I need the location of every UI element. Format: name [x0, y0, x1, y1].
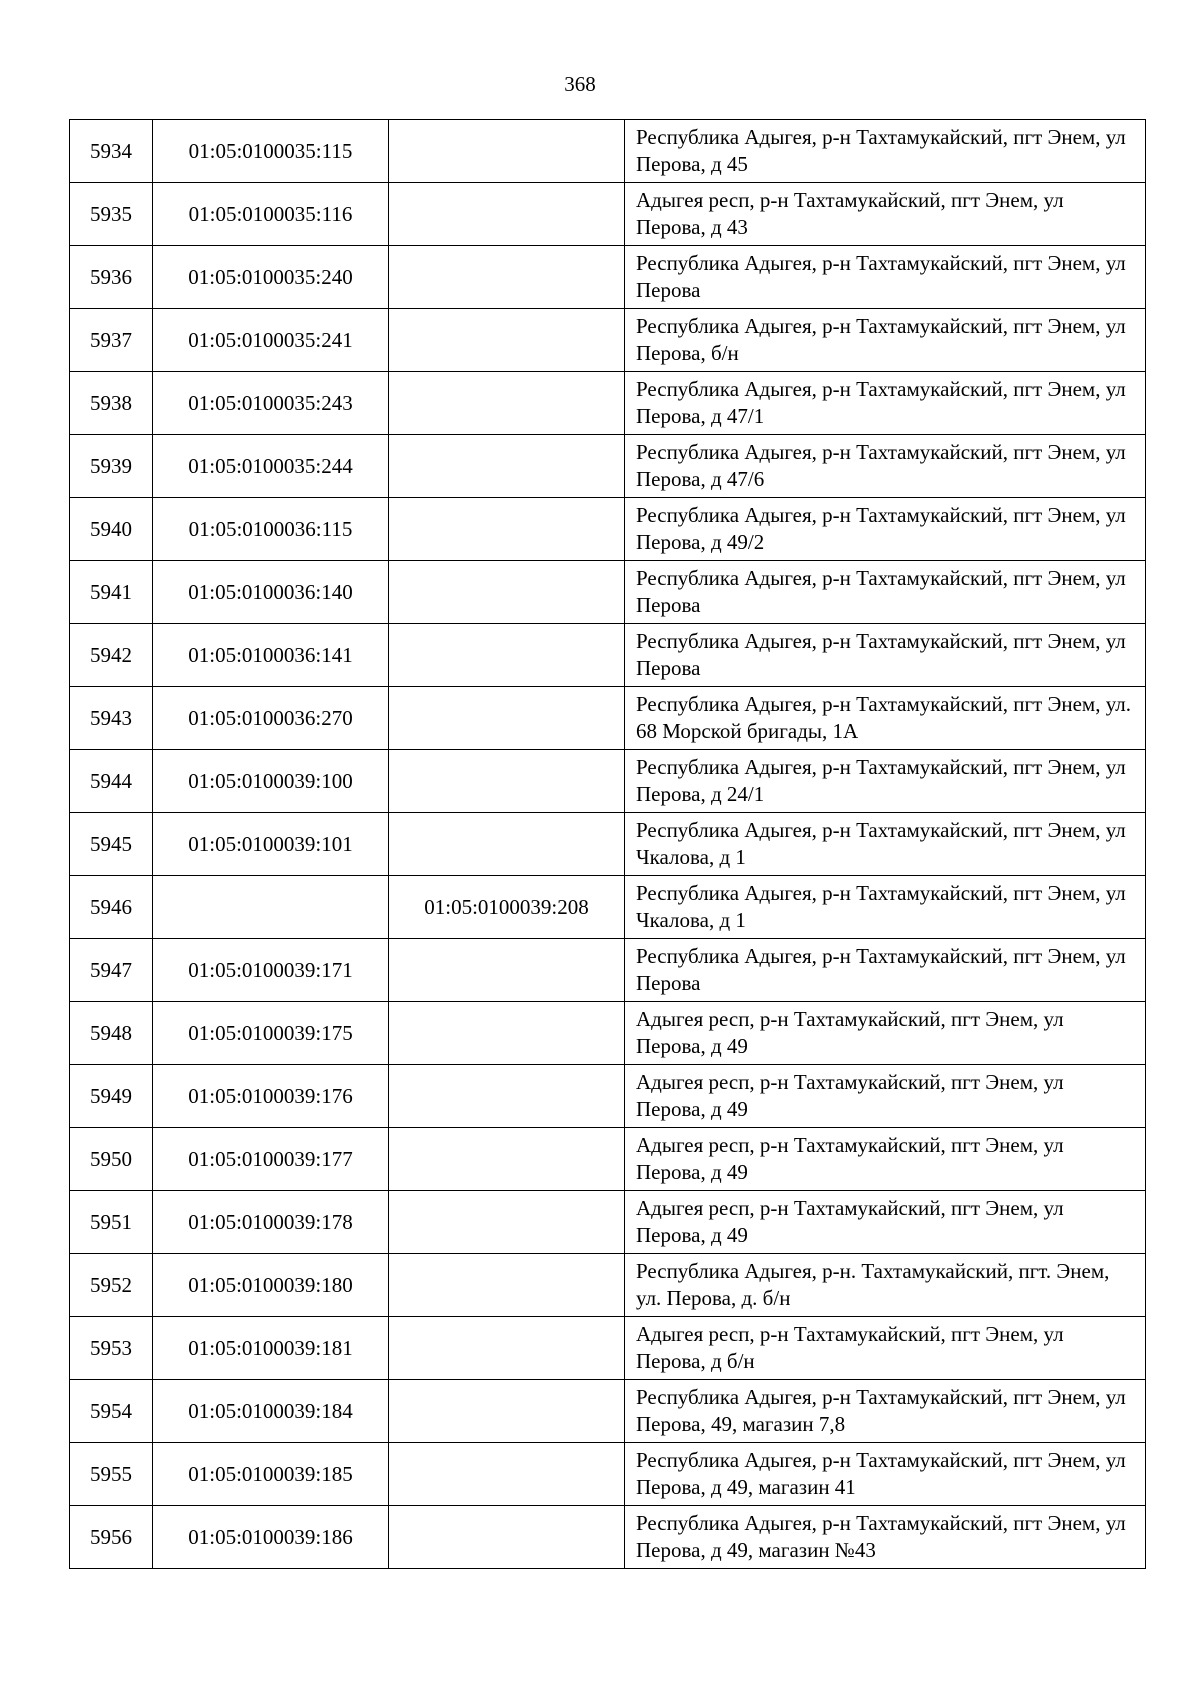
cadastral-number-cell: 01:05:0100039:171	[153, 939, 389, 1002]
table-row	[70, 1128, 1146, 1191]
address-cell: Республика Адыгея, р-н Тахтамукайский, пгт Энем, ул Перова, д 49, магазин 41	[625, 1443, 1146, 1506]
table-row	[70, 1065, 1146, 1128]
secondary-cadastral-number-cell	[389, 1443, 625, 1506]
property-table-body	[70, 120, 1146, 1569]
address-cell: Республика Адыгея, р-н Тахтамукайский, пгт Энем, ул Перова	[625, 939, 1146, 1002]
address-cell: Адыгея респ, р-н Тахтамукайский, пгт Энем, ул Перова, д 49	[625, 1065, 1146, 1128]
secondary-cadastral-number-cell	[389, 687, 625, 750]
table-row	[70, 813, 1146, 876]
address-cell: Республика Адыгея, р-н Тахтамукайский, пгт Энем, ул Перова	[625, 561, 1146, 624]
row-number-cell: 5949	[70, 1065, 153, 1128]
cadastral-number-cell: 01:05:0100035:116	[153, 183, 389, 246]
cadastral-number-cell: 01:05:0100035:240	[153, 246, 389, 309]
table-row	[70, 750, 1146, 813]
cadastral-number-cell: 01:05:0100039:186	[153, 1506, 389, 1569]
address-cell: Республика Адыгея, р-н Тахтамукайский, пгт Энем, ул Перова	[625, 246, 1146, 309]
cadastral-number-cell: 01:05:0100039:101	[153, 813, 389, 876]
secondary-cadastral-number-cell	[389, 1254, 625, 1317]
table-row	[70, 1317, 1146, 1380]
cadastral-number-cell: 01:05:0100036:141	[153, 624, 389, 687]
row-number-cell: 5956	[70, 1506, 153, 1569]
address-cell: Республика Адыгея, р-н Тахтамукайский, пгт Энем, ул. 68 Морской бригады, 1А	[625, 687, 1146, 750]
secondary-cadastral-number-cell	[389, 498, 625, 561]
row-number-cell: 5941	[70, 561, 153, 624]
secondary-cadastral-number-cell	[389, 939, 625, 1002]
row-number-cell: 5939	[70, 435, 153, 498]
address-cell: Республика Адыгея, р-н Тахтамукайский, пгт Энем, ул Перова, д 24/1	[625, 750, 1146, 813]
secondary-cadastral-number-cell	[389, 1191, 625, 1254]
table-row	[70, 876, 1146, 939]
row-number-cell: 5938	[70, 372, 153, 435]
secondary-cadastral-number-cell	[389, 120, 625, 183]
address-cell: Адыгея респ, р-н Тахтамукайский, пгт Энем, ул Перова, д б/н	[625, 1317, 1146, 1380]
address-cell: Республика Адыгея, р-н Тахтамукайский, пгт Энем, ул Перова, б/н	[625, 309, 1146, 372]
secondary-cadastral-number-cell	[389, 813, 625, 876]
address-cell: Адыгея респ, р-н Тахтамукайский, пгт Энем, ул Перова, д 49	[625, 1191, 1146, 1254]
secondary-cadastral-number-cell	[389, 1002, 625, 1065]
row-number-cell: 5934	[70, 120, 153, 183]
table-row	[70, 624, 1146, 687]
row-number-cell: 5937	[70, 309, 153, 372]
cadastral-number-cell: 01:05:0100035:244	[153, 435, 389, 498]
cadastral-number-cell	[153, 876, 389, 939]
row-number-cell: 5950	[70, 1128, 153, 1191]
table-row	[70, 372, 1146, 435]
cadastral-number-cell: 01:05:0100039:180	[153, 1254, 389, 1317]
cadastral-number-cell: 01:05:0100039:178	[153, 1191, 389, 1254]
table-row	[70, 1443, 1146, 1506]
table-row	[70, 939, 1146, 1002]
secondary-cadastral-number-cell	[389, 183, 625, 246]
table-row	[70, 1506, 1146, 1569]
secondary-cadastral-number-cell	[389, 372, 625, 435]
secondary-cadastral-number-cell	[389, 1380, 625, 1443]
table-row	[70, 435, 1146, 498]
row-number-cell: 5942	[70, 624, 153, 687]
table-row	[70, 120, 1146, 183]
cadastral-number-cell: 01:05:0100035:241	[153, 309, 389, 372]
cadastral-number-cell: 01:05:0100039:175	[153, 1002, 389, 1065]
cadastral-number-cell: 01:05:0100036:115	[153, 498, 389, 561]
address-cell: Адыгея респ, р-н Тахтамукайский, пгт Энем, ул Перова, д 49	[625, 1002, 1146, 1065]
cadastral-number-cell: 01:05:0100035:115	[153, 120, 389, 183]
table-row	[70, 1002, 1146, 1065]
cadastral-number-cell: 01:05:0100039:184	[153, 1380, 389, 1443]
secondary-cadastral-number-cell: 01:05:0100039:208	[389, 876, 625, 939]
row-number-cell: 5952	[70, 1254, 153, 1317]
secondary-cadastral-number-cell	[389, 1506, 625, 1569]
cadastral-number-cell: 01:05:0100039:100	[153, 750, 389, 813]
cadastral-number-cell: 01:05:0100036:270	[153, 687, 389, 750]
table-row	[70, 246, 1146, 309]
row-number-cell: 5948	[70, 1002, 153, 1065]
page-number: 368	[564, 72, 596, 96]
secondary-cadastral-number-cell	[389, 561, 625, 624]
row-number-cell: 5936	[70, 246, 153, 309]
address-cell: Республика Адыгея, р-н Тахтамукайский, пгт Энем, ул Перова, д 47/1	[625, 372, 1146, 435]
cadastral-number-cell: 01:05:0100036:140	[153, 561, 389, 624]
row-number-cell: 5944	[70, 750, 153, 813]
address-cell: Республика Адыгея, р-н. Тахтамукайский, пгт. Энем, ул. Перова, д. б/н	[625, 1254, 1146, 1317]
row-number-cell: 5946	[70, 876, 153, 939]
cadastral-number-cell: 01:05:0100039:177	[153, 1128, 389, 1191]
row-number-cell: 5953	[70, 1317, 153, 1380]
table-row	[70, 1254, 1146, 1317]
secondary-cadastral-number-cell	[389, 624, 625, 687]
table-row	[70, 498, 1146, 561]
row-number-cell: 5955	[70, 1443, 153, 1506]
address-cell: Республика Адыгея, р-н Тахтамукайский, пгт Энем, ул Перова, д 49, магазин №43	[625, 1506, 1146, 1569]
secondary-cadastral-number-cell	[389, 1065, 625, 1128]
row-number-cell: 5940	[70, 498, 153, 561]
row-number-cell: 5945	[70, 813, 153, 876]
row-number-cell: 5951	[70, 1191, 153, 1254]
cadastral-number-cell: 01:05:0100039:185	[153, 1443, 389, 1506]
table-row	[70, 561, 1146, 624]
table-row	[70, 1191, 1146, 1254]
address-cell: Адыгея респ, р-н Тахтамукайский, пгт Энем, ул Перова, д 49	[625, 1128, 1146, 1191]
row-number-cell: 5935	[70, 183, 153, 246]
address-cell: Республика Адыгея, р-н Тахтамукайский, пгт Энем, ул Чкалова, д 1	[625, 813, 1146, 876]
address-cell: Республика Адыгея, р-н Тахтамукайский, пгт Энем, ул Перова, 49, магазин 7,8	[625, 1380, 1146, 1443]
secondary-cadastral-number-cell	[389, 1128, 625, 1191]
row-number-cell: 5943	[70, 687, 153, 750]
address-cell: Республика Адыгея, р-н Тахтамукайский, пгт Энем, ул Перова, д 49/2	[625, 498, 1146, 561]
secondary-cadastral-number-cell	[389, 435, 625, 498]
secondary-cadastral-number-cell	[389, 750, 625, 813]
cadastral-number-cell: 01:05:0100039:176	[153, 1065, 389, 1128]
table-row	[70, 309, 1146, 372]
row-number-cell: 5954	[70, 1380, 153, 1443]
table-row	[70, 687, 1146, 750]
address-cell: Республика Адыгея, р-н Тахтамукайский, пгт Энем, ул Перова, д 47/6	[625, 435, 1146, 498]
table-row	[70, 1380, 1146, 1443]
cadastral-number-cell: 01:05:0100035:243	[153, 372, 389, 435]
address-cell: Республика Адыгея, р-н Тахтамукайский, пгт Энем, ул Перова	[625, 624, 1146, 687]
table-row	[70, 183, 1146, 246]
row-number-cell: 5947	[70, 939, 153, 1002]
property-table	[69, 119, 1146, 1569]
address-cell: Адыгея респ, р-н Тахтамукайский, пгт Энем, ул Перова, д 43	[625, 183, 1146, 246]
secondary-cadastral-number-cell	[389, 246, 625, 309]
cadastral-number-cell: 01:05:0100039:181	[153, 1317, 389, 1380]
address-cell: Республика Адыгея, р-н Тахтамукайский, пгт Энем, ул Чкалова, д 1	[625, 876, 1146, 939]
address-cell: Республика Адыгея, р-н Тахтамукайский, пгт Энем, ул Перова, д 45	[625, 120, 1146, 183]
secondary-cadastral-number-cell	[389, 1317, 625, 1380]
secondary-cadastral-number-cell	[389, 309, 625, 372]
